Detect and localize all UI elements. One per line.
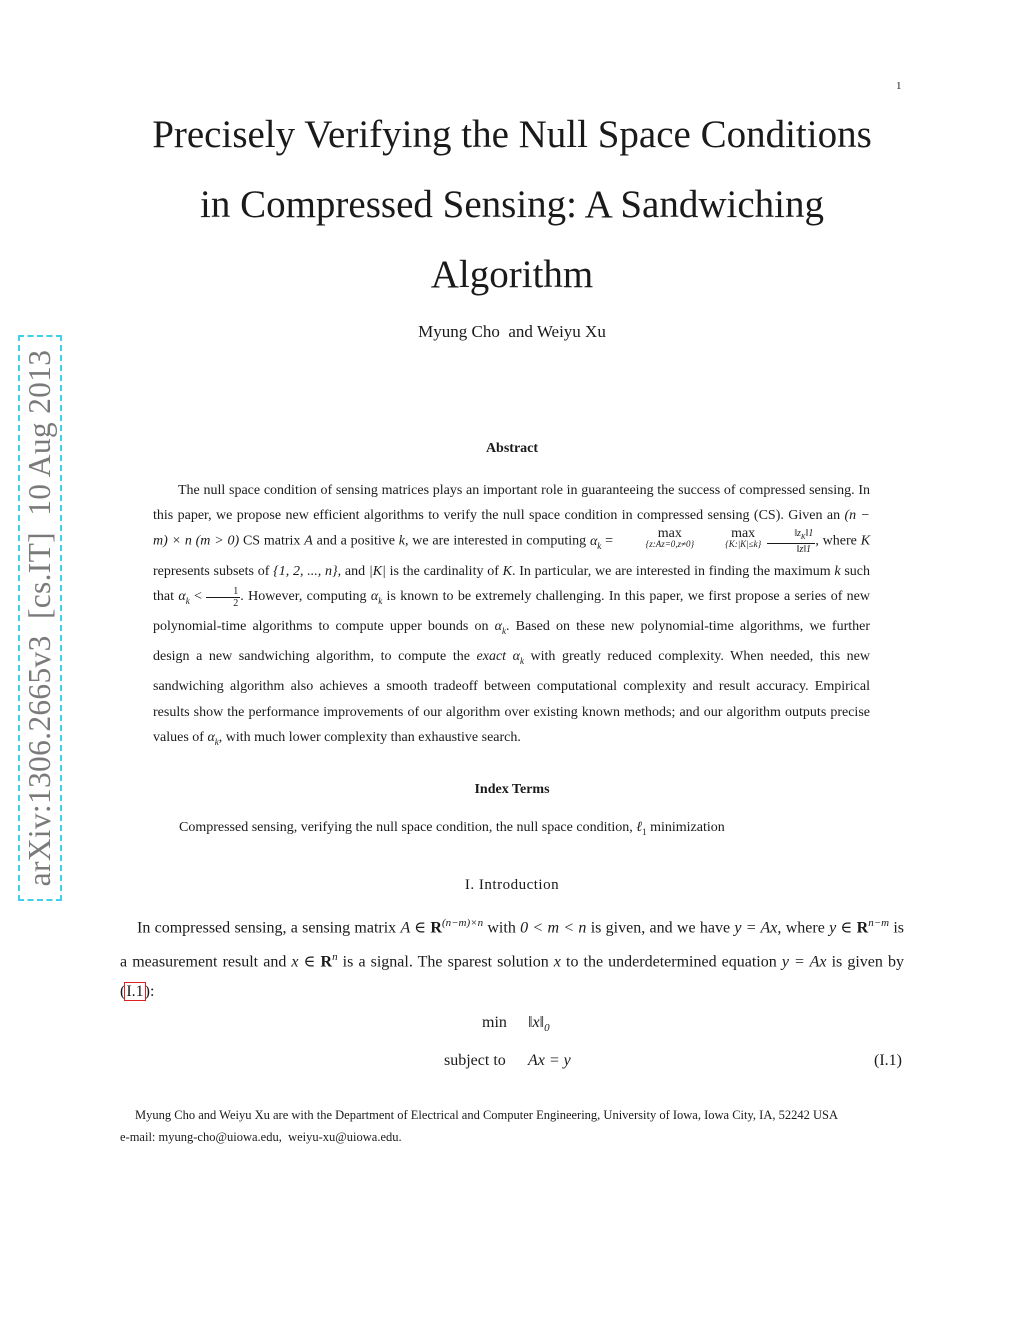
equation-reference-link[interactable]: I.1 [126, 982, 144, 1000]
footnote-affiliation: Myung Cho and Weiyu Xu are with the Department of Electrical and Computer Engineering, University of Iowa, Iowa City, IA, 52242 USA [135, 1108, 839, 1122]
title-line-1: Precisely Verifying the Null Space Conditions [152, 113, 872, 156]
footnote-email: e-mail: myung-cho@uiowa.edu, weiyu-xu@uiowa.edu. [120, 1130, 402, 1144]
index-terms-heading: Index Terms [474, 782, 550, 797]
title-line-3: Algorithm [430, 253, 594, 296]
equation-subject-to: subject to [444, 1052, 506, 1069]
arxiv-stamp-text[interactable]: arXiv:1306.2665v3 [cs.IT] 10 Aug 2013 [22, 349, 57, 887]
max-operator-2: max {K:|K|≤k} [725, 526, 762, 550]
authors: Myung Cho and Weiyu Xu [418, 322, 606, 341]
equation-label: (I.1) [874, 1052, 902, 1069]
abstract-heading: Abstract [485, 441, 539, 456]
introduction-heading: I. Introduction [464, 877, 560, 893]
paper-title [0, 100, 1024, 310]
max-operator-1: max {z:Az=0,z≠0} [645, 526, 695, 550]
equation-min: min [482, 1014, 507, 1031]
footnote [120, 1104, 904, 1148]
half-fraction: $\frac{1}{2}$ [206, 586, 240, 609]
equation-constraint: Ax = y [528, 1052, 571, 1069]
title-line-2: in Compressed Sensing: A Sandwiching [200, 183, 824, 226]
index-terms-text: Compressed sensing, verifying the null space condition, the null space condition, ℓ$_1$ minimization [179, 820, 725, 837]
page-number: 1 [896, 80, 902, 92]
equation-objective: $‖x‖_0$ [528, 1014, 550, 1035]
introduction-body: In compressed sensing, a sensing matrix A ∈ $R^{(n-m)\times n}$ with 0 < m < n is given, and we have y = Ax, where y ∈ $R^{n-m}$ is a measurement result and x ∈ $R^n$ is a signal. The sparest solution x to the underdetermined equation y = Ax is given by (I.1): [120, 917, 905, 1000]
ratio-fraction: $\frac{‖z_K‖1}{‖z‖1}$ [767, 528, 815, 555]
abstract-body: The null space condition of sensing matrices plays an important role in guaranteeing the success of compressed sensing. In this paper, we propose new efficient algorithms to verify the null space condition in compressed sensing (CS). Given an (n − m) × n (m > 0) CS matrix A and a positive k, we are interested in computing $\alpha_k$ = max {z:Az=0,z≠0} max {K:|K|≤k} $\frac{‖z_K‖1}{‖z‖1}$ , where K represents subsets of {1, 2, ..., n}, and |K| is the cardinality of K. In particular, we are interested in finding the maximum k such that $\alpha_k$ < $\frac{1}{2}$ . However, computing $\alpha_k$ is known to be extremely challenging. In this paper, we first propose a series of new polynomial-time algorithms to compute upper bounds on $\alpha_k$. Based on these new polynomial-time algorithms, we further design a new sandwiching algorithm, to compute the exact $\alpha_k$ with greatly reduced complexity. When needed, this new sandwiching algorithm also achieves a smooth tradeoff between computational complexity and result accuracy. Empirical results show the performance improvements of our algorithm over existing known methods; and our algorithm outputs precise values of $\alpha_k$, with much lower complexity than exhaustive search. [153, 483, 871, 747]
